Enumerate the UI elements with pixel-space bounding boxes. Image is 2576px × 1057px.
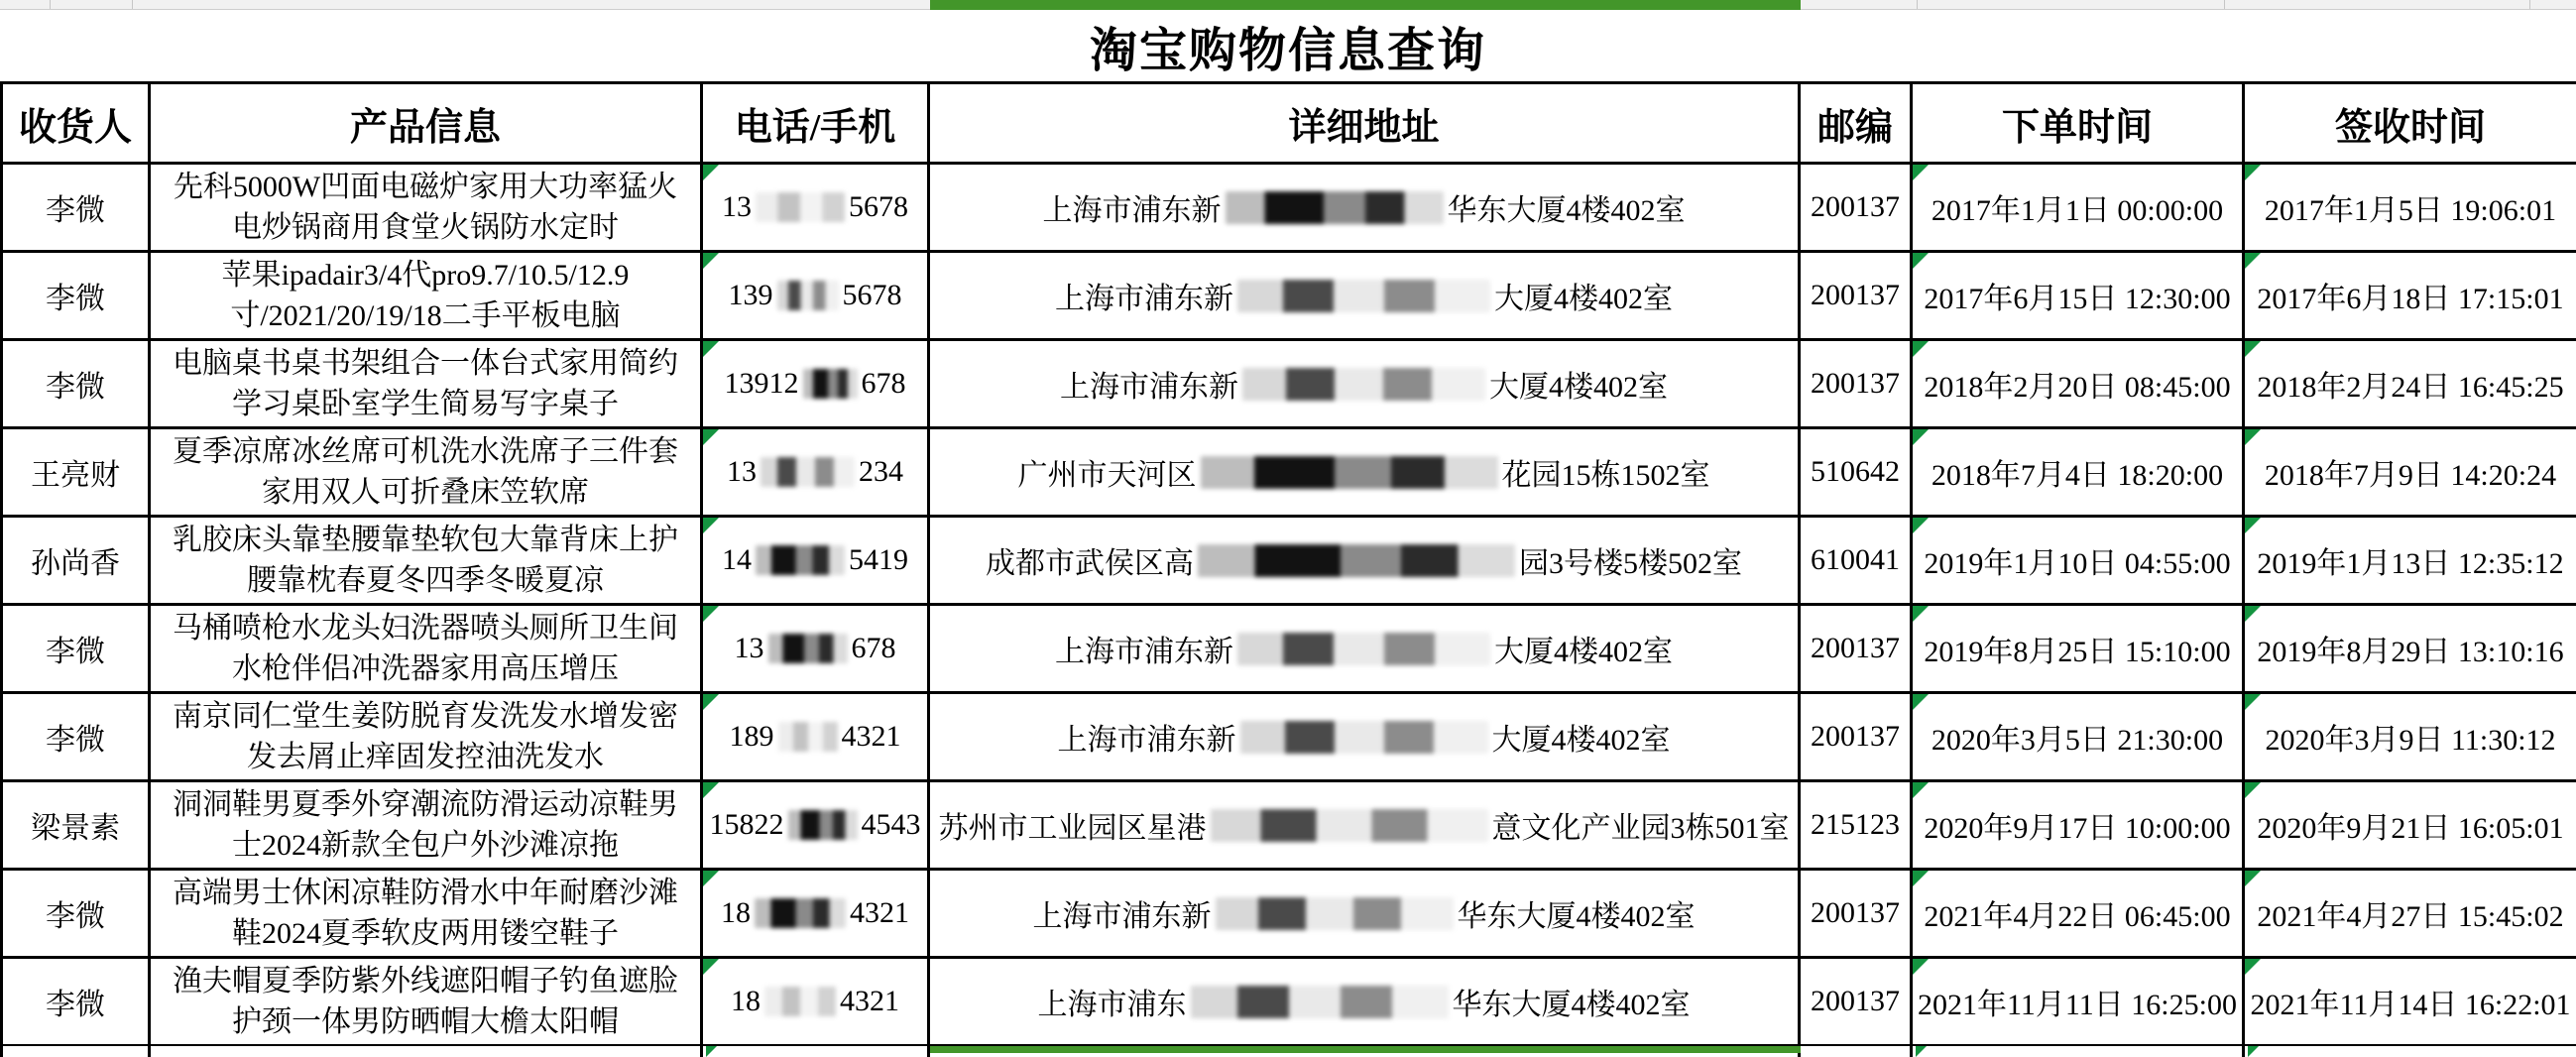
grid-line xyxy=(2242,1046,2245,1057)
redacted-text xyxy=(777,281,839,310)
table-row xyxy=(3,518,2576,606)
receipt-time-text: 2017年1月5日 19:06:01 xyxy=(2264,194,2557,227)
redacted-text xyxy=(755,898,846,928)
receipt-time-text: 2018年7月9日 14:20:24 xyxy=(2264,459,2557,492)
error-triangle-icon xyxy=(703,429,719,445)
phone-visible-suffix: 5419 xyxy=(849,543,908,576)
cell-order-time[interactable] xyxy=(1913,871,2245,959)
cell-address[interactable] xyxy=(930,959,1801,1047)
cell-receipt-time[interactable] xyxy=(2245,518,2576,606)
cell-product[interactable]: 乳胶床头靠垫腰靠垫软包大靠背床上护腰靠枕春夏冬四季冬暖夏凉 xyxy=(151,518,703,606)
addr-visible-suffix: 大厦4楼402室 xyxy=(1494,636,1673,668)
order-time-text: 2019年1月10日 04:55:00 xyxy=(1924,547,2231,580)
phone-visible-prefix: 13 xyxy=(727,455,757,488)
addr-visible-suffix: 华东大厦4楼402室 xyxy=(1447,194,1686,227)
grid-tick xyxy=(2224,0,2225,9)
cell-receipt-time[interactable] xyxy=(2245,429,2576,518)
cell-postal[interactable]: 215123 xyxy=(1801,782,1913,871)
phone-visible-prefix: 13912 xyxy=(724,367,799,400)
table-row xyxy=(3,165,2576,253)
header-address[interactable]: 详细地址 xyxy=(930,84,1801,165)
phone-visible-suffix: 234 xyxy=(859,455,903,488)
grid-line xyxy=(1910,1046,1913,1057)
receipt-time-text: 2020年3月9日 11:30:12 xyxy=(2265,724,2556,757)
redacted-text xyxy=(756,545,845,575)
cell-postal[interactable]: 200137 xyxy=(1801,959,1913,1047)
phone-visible-prefix: 13 xyxy=(734,632,764,664)
cell-product[interactable]: 渔夫帽夏季防紫外线遮阳帽子钓鱼遮脸护颈一体男防晒帽大檐太阳帽 xyxy=(151,959,703,1047)
cell-address[interactable] xyxy=(930,429,1801,518)
table-row xyxy=(3,253,2576,341)
orders-table xyxy=(0,81,2576,1047)
order-time-text: 2018年7月4日 18:20:00 xyxy=(1931,459,2224,492)
addr-visible-suffix: 意文化产业园3栋501室 xyxy=(1491,812,1790,845)
cell-order-time[interactable] xyxy=(1913,518,2245,606)
error-triangle-icon xyxy=(2245,871,2261,886)
redacted-text xyxy=(1242,368,1485,401)
redacted-text xyxy=(778,722,838,752)
header-receipt_time[interactable]: 签收时间 xyxy=(2245,84,2576,165)
receipt-time-text: 2018年2月24日 16:45:25 xyxy=(2257,371,2564,404)
cell-receipt-time[interactable] xyxy=(2245,959,2576,1047)
error-triangle-icon xyxy=(703,694,719,710)
phone-visible-suffix: 5678 xyxy=(849,190,908,223)
addr-visible-prefix: 广州市天河区 xyxy=(1017,459,1197,492)
cell-order-time[interactable] xyxy=(1913,694,2245,782)
error-triangle-icon xyxy=(1913,694,1929,710)
selection-border-bottom xyxy=(930,1046,1801,1053)
cell-address[interactable] xyxy=(930,606,1801,694)
selection-border-top xyxy=(930,0,1801,10)
phone-visible-suffix: 4321 xyxy=(840,985,899,1017)
cell-address[interactable] xyxy=(930,782,1801,871)
order-time-text: 2021年4月22日 06:45:00 xyxy=(1924,900,2231,933)
error-triangle-icon xyxy=(1913,782,1929,798)
cell-phone[interactable] xyxy=(703,782,930,871)
redacted-text xyxy=(788,810,858,840)
cell-recipient[interactable]: 王亮财 xyxy=(3,429,151,518)
redacted-text xyxy=(1240,721,1488,754)
redacted-text xyxy=(803,369,858,399)
title-row xyxy=(0,10,2576,81)
receipt-time-text: 2019年8月29日 13:10:16 xyxy=(2257,636,2564,668)
table-row xyxy=(3,782,2576,871)
redacted-text xyxy=(1237,633,1490,665)
addr-visible-prefix: 成都市武侯区高 xyxy=(986,547,1194,580)
cell-recipient[interactable]: 梁景素 xyxy=(3,782,151,871)
cell-order-time[interactable] xyxy=(1913,253,2245,341)
error-triangle-icon xyxy=(1913,606,1929,622)
cell-recipient[interactable]: 孙尚香 xyxy=(3,518,151,606)
grid-tick xyxy=(2529,0,2530,9)
addr-visible-suffix: 园3号楼5楼502室 xyxy=(1519,547,1742,580)
cell-recipient[interactable]: 李微 xyxy=(3,341,151,429)
grid-tick xyxy=(50,0,51,9)
order-time-text: 2017年6月15日 12:30:00 xyxy=(1924,283,2231,315)
order-time-text: 2021年11月11日 16:25:00 xyxy=(1918,989,2237,1021)
grid-line xyxy=(0,1046,3,1057)
cell-recipient[interactable]: 李微 xyxy=(3,606,151,694)
header-product[interactable]: 产品信息 xyxy=(151,84,703,165)
error-triangle-icon xyxy=(1913,959,1929,975)
redacted-text xyxy=(1237,280,1490,312)
error-triangle-icon xyxy=(703,518,719,533)
cell-address[interactable] xyxy=(930,341,1801,429)
cell-recipient[interactable]: 李微 xyxy=(3,165,151,253)
phone-visible-prefix: 18 xyxy=(731,985,761,1017)
cell-product[interactable]: 夏季凉席冰丝席可机洗水洗席子三件套家用双人可折叠床笠软席 xyxy=(151,429,703,518)
order-time-text: 2020年9月17日 10:00:00 xyxy=(1924,812,2231,845)
error-triangle-icon xyxy=(703,165,719,180)
error-triangle-icon xyxy=(2245,959,2261,975)
redacted-text xyxy=(1216,897,1454,930)
cell-phone[interactable] xyxy=(703,606,930,694)
cell-order-time[interactable] xyxy=(1913,341,2245,429)
cell-product[interactable]: 先科5000W凹面电磁炉家用大功率猛火电炒锅商用食堂火锅防水定时 xyxy=(151,165,703,253)
cell-receipt-time[interactable] xyxy=(2245,782,2576,871)
error-triangle-icon xyxy=(1916,1046,1927,1057)
table-row xyxy=(3,871,2576,959)
receipt-time-text: 2019年1月13日 12:35:12 xyxy=(2257,547,2564,580)
cell-recipient[interactable]: 李微 xyxy=(3,871,151,959)
error-triangle-icon xyxy=(1913,429,1929,445)
cell-postal[interactable]: 200137 xyxy=(1801,606,1913,694)
error-triangle-icon xyxy=(1913,341,1929,357)
grid-line xyxy=(148,1046,151,1057)
error-triangle-icon xyxy=(2245,341,2261,357)
cell-product[interactable]: 马桶喷枪水龙头妇洗器喷头厕所卫生间水枪伴侣冲洗器家用高压增压 xyxy=(151,606,703,694)
error-triangle-icon xyxy=(703,341,719,357)
grid-line xyxy=(700,1046,703,1057)
header-phone[interactable]: 电话/手机 xyxy=(703,84,930,165)
table-row xyxy=(3,959,2576,1047)
cell-recipient[interactable]: 李微 xyxy=(3,694,151,782)
addr-visible-prefix: 上海市浦东新 xyxy=(1055,283,1233,315)
addr-visible-prefix: 上海市浦东新 xyxy=(1055,636,1233,668)
cell-product[interactable]: 苹果ipadair3/4代pro9.7/10.5/12.9寸/2021/20/19/18二手平板电脑 xyxy=(151,253,703,341)
cell-recipient[interactable]: 李微 xyxy=(3,253,151,341)
error-triangle-icon xyxy=(703,782,719,798)
cell-product[interactable]: 电脑桌书桌书架组合一体台式家用简约学习桌卧室学生简易写字桌子 xyxy=(151,341,703,429)
error-triangle-icon xyxy=(2245,165,2261,180)
cell-postal[interactable]: 200137 xyxy=(1801,341,1913,429)
receipt-time-text: 2021年11月14日 16:22:01 xyxy=(2250,989,2571,1021)
phone-visible-suffix: 5678 xyxy=(842,279,902,311)
cell-postal[interactable]: 200137 xyxy=(1801,871,1913,959)
error-triangle-icon xyxy=(706,1046,717,1057)
error-triangle-icon xyxy=(2248,1046,2259,1057)
addr-visible-suffix: 花园15栋1502室 xyxy=(1501,459,1710,492)
phone-visible-prefix: 18 xyxy=(721,896,751,929)
cell-phone[interactable] xyxy=(703,871,930,959)
redacted-text xyxy=(764,987,836,1016)
redacted-text xyxy=(1201,456,1498,489)
phone-visible-prefix: 13 xyxy=(722,190,752,223)
order-time-text: 2018年2月20日 08:45:00 xyxy=(1924,371,2231,404)
cell-phone[interactable] xyxy=(703,253,930,341)
table-row xyxy=(3,694,2576,782)
cell-address[interactable] xyxy=(930,165,1801,253)
order-time-text: 2019年8月25日 15:10:00 xyxy=(1924,636,2231,668)
receipt-time-text: 2021年4月27日 15:45:02 xyxy=(2257,900,2564,933)
page-title: 淘宝购物信息查询 xyxy=(1089,24,1486,77)
addr-visible-suffix: 华东大厦4楼402室 xyxy=(1457,900,1696,933)
phone-visible-suffix: 4321 xyxy=(850,896,909,929)
cell-address[interactable] xyxy=(930,871,1801,959)
cell-phone[interactable] xyxy=(703,429,930,518)
error-triangle-icon xyxy=(1913,253,1929,269)
addr-visible-suffix: 华东大厦4楼402室 xyxy=(1452,989,1691,1021)
header-order_time[interactable]: 下单时间 xyxy=(1913,84,2245,165)
cell-product[interactable]: 南京同仁堂生姜防脱育发洗发水增发密发去屑止痒固发控油洗发水 xyxy=(151,694,703,782)
addr-visible-prefix: 上海市浦东新 xyxy=(1042,194,1222,227)
cell-postal[interactable]: 200137 xyxy=(1801,694,1913,782)
cell-phone[interactable] xyxy=(703,959,930,1047)
error-triangle-icon xyxy=(1913,165,1929,180)
error-triangle-icon xyxy=(703,871,719,886)
addr-visible-prefix: 上海市浦东新 xyxy=(1032,900,1212,933)
redacted-text xyxy=(1198,544,1515,577)
phone-visible-prefix: 189 xyxy=(729,720,774,753)
addr-visible-prefix: 上海市浦东新 xyxy=(1057,724,1236,757)
order-time-text: 2020年3月5日 21:30:00 xyxy=(1931,724,2224,757)
phone-visible-prefix: 139 xyxy=(728,279,773,311)
header-postal[interactable]: 邮编 xyxy=(1801,84,1913,165)
phone-visible-suffix: 4543 xyxy=(861,808,921,841)
error-triangle-icon xyxy=(2245,782,2261,798)
addr-visible-suffix: 大厦4楼402室 xyxy=(1489,371,1668,404)
addr-visible-prefix: 上海市浦东 xyxy=(1037,989,1187,1021)
table-row xyxy=(3,429,2576,518)
order-time-text: 2017年1月1日 00:00:00 xyxy=(1931,194,2224,227)
receipt-time-text: 2020年9月21日 16:05:01 xyxy=(2257,812,2564,845)
error-triangle-icon xyxy=(1913,518,1929,533)
redacted-text xyxy=(1226,191,1444,224)
cell-receipt-time[interactable] xyxy=(2245,694,2576,782)
cell-order-time[interactable] xyxy=(1913,959,2245,1047)
cell-receipt-time[interactable] xyxy=(2245,253,2576,341)
cell-postal[interactable]: 200137 xyxy=(1801,165,1913,253)
cell-postal[interactable]: 510642 xyxy=(1801,429,1913,518)
error-triangle-icon xyxy=(703,959,719,975)
cell-order-time[interactable] xyxy=(1913,429,2245,518)
cell-order-time[interactable] xyxy=(1913,782,2245,871)
phone-visible-prefix: 14 xyxy=(722,543,752,576)
phone-visible-prefix: 15822 xyxy=(709,808,784,841)
cell-order-time[interactable] xyxy=(1913,165,2245,253)
cell-product[interactable]: 高端男士休闲凉鞋防滑水中年耐磨沙滩鞋2024夏季软皮两用镂空鞋子 xyxy=(151,871,703,959)
table-row xyxy=(3,606,2576,694)
cell-receipt-time[interactable] xyxy=(2245,165,2576,253)
redacted-text xyxy=(1191,986,1449,1018)
error-triangle-icon xyxy=(1913,871,1929,886)
table-row xyxy=(3,341,2576,429)
redacted-text xyxy=(1211,809,1488,842)
redacted-text xyxy=(761,457,855,487)
receipt-time-text: 2017年6月18日 17:15:01 xyxy=(2257,283,2564,315)
cell-receipt-time[interactable] xyxy=(2245,871,2576,959)
phone-visible-suffix: 678 xyxy=(851,632,896,664)
addr-visible-prefix: 上海市浦东新 xyxy=(1060,371,1238,404)
cell-postal[interactable]: 200137 xyxy=(1801,253,1913,341)
error-triangle-icon xyxy=(703,606,719,622)
cell-order-time[interactable] xyxy=(1913,606,2245,694)
cell-address[interactable] xyxy=(930,518,1801,606)
grid-tick xyxy=(132,0,133,9)
grid-tick xyxy=(1917,0,1918,9)
partial-next-row xyxy=(0,1046,2576,1057)
phone-visible-suffix: 4321 xyxy=(841,720,901,753)
cell-receipt-time[interactable] xyxy=(2245,341,2576,429)
cell-phone[interactable] xyxy=(703,165,930,253)
cell-address[interactable] xyxy=(930,694,1801,782)
phone-visible-suffix: 678 xyxy=(861,367,906,400)
error-triangle-icon xyxy=(2245,606,2261,622)
error-triangle-icon xyxy=(2245,253,2261,269)
cell-address[interactable] xyxy=(930,253,1801,341)
table-header-row xyxy=(3,84,2576,165)
addr-visible-prefix: 苏州市工业园区星港 xyxy=(938,812,1207,845)
error-triangle-icon xyxy=(2245,518,2261,533)
redacted-text xyxy=(756,192,845,222)
redacted-text xyxy=(768,634,848,663)
error-triangle-icon xyxy=(703,253,719,269)
addr-visible-suffix: 大厦4楼402室 xyxy=(1494,283,1673,315)
error-triangle-icon xyxy=(2245,429,2261,445)
header-recipient[interactable]: 收货人 xyxy=(3,84,151,165)
cell-phone[interactable] xyxy=(703,518,930,606)
addr-visible-suffix: 大厦4楼402室 xyxy=(1491,724,1671,757)
cell-phone[interactable] xyxy=(703,341,930,429)
cell-phone[interactable] xyxy=(703,694,930,782)
cell-product[interactable]: 洞洞鞋男夏季外穿潮流防滑运动凉鞋男士2024新款全包户外沙滩凉拖 xyxy=(151,782,703,871)
cell-receipt-time[interactable] xyxy=(2245,606,2576,694)
cell-recipient[interactable]: 李微 xyxy=(3,959,151,1047)
cell-postal[interactable]: 610041 xyxy=(1801,518,1913,606)
error-triangle-icon xyxy=(2245,694,2261,710)
